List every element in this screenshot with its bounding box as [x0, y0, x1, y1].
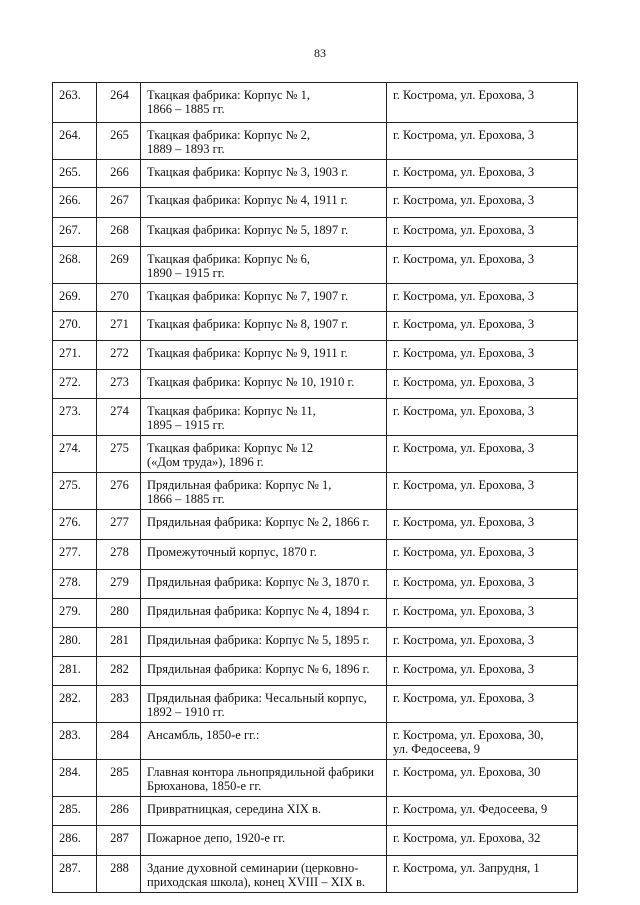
object-name-cell: Главная контора льнопрядильной фабрики Брюханова, 1850-е гг.: [141, 760, 387, 797]
row-number-cell: 263.: [53, 83, 97, 123]
address-cell: г. Кострома, ул. Федосеева, 9: [387, 797, 578, 826]
address-cell: г. Кострома, ул. Ерохова, 3: [387, 370, 578, 399]
row-number-cell: 267.: [53, 218, 97, 247]
row-number-cell: 273.: [53, 399, 97, 436]
row-number-cell: 269.: [53, 284, 97, 312]
address-cell: г. Кострома, ул. Ерохова, 3: [387, 312, 578, 341]
table-row: [53, 510, 578, 540]
register-number-cell: 278: [97, 540, 141, 570]
object-name-cell: Ансамбль, 1850-е гг.:: [141, 723, 387, 760]
row-number-cell: 287.: [53, 856, 97, 893]
table-row: [53, 628, 578, 657]
table-row: [53, 473, 578, 510]
address-cell: г. Кострома, ул. Запрудня, 1: [387, 856, 578, 893]
register-number-cell: 277: [97, 510, 141, 540]
row-number-cell: 284.: [53, 760, 97, 797]
row-number-cell: 283.: [53, 723, 97, 760]
row-number-cell: 272.: [53, 370, 97, 399]
address-cell: г. Кострома, ул. Ерохова, 3: [387, 473, 578, 510]
monuments-table-body: [53, 83, 578, 893]
register-number-cell: 265: [97, 123, 141, 160]
table-row: [53, 657, 578, 686]
object-name-cell: Прядильная фабрика: Корпус № 6, 1896 г.: [141, 657, 387, 686]
register-number-cell: 272: [97, 341, 141, 370]
object-name-cell: Ткацкая фабрика: Корпус № 11, 1895 – 1915 гг.: [141, 399, 387, 436]
object-name-cell: Ткацкая фабрика: Корпус № 6, 1890 – 1915 гг.: [141, 247, 387, 284]
register-number-cell: 285: [97, 760, 141, 797]
table-row: [53, 599, 578, 628]
row-number-cell: 264.: [53, 123, 97, 160]
page-number: 83: [314, 46, 326, 60]
address-cell: г. Кострома, ул. Ерохова, 3: [387, 188, 578, 218]
address-cell: г. Кострома, ул. Ерохова, 3: [387, 686, 578, 723]
table-row: [53, 540, 578, 570]
row-number-cell: 270.: [53, 312, 97, 341]
object-name-cell: Прядильная фабрика: Корпус № 3, 1870 г.: [141, 570, 387, 599]
object-name-cell: Прядильная фабрика: Чесальный корпус, 1892 – 1910 гг.: [141, 686, 387, 723]
register-number-cell: 288: [97, 856, 141, 893]
object-name-cell: Ткацкая фабрика: Корпус № 10, 1910 г.: [141, 370, 387, 399]
address-cell: г. Кострома, ул. Ерохова, 32: [387, 826, 578, 856]
register-number-cell: 280: [97, 599, 141, 628]
object-name-cell: Ткацкая фабрика: Корпус № 12 («Дом труда»), 1896 г.: [141, 436, 387, 473]
register-number-cell: 279: [97, 570, 141, 599]
table-row: [53, 723, 578, 760]
row-number-cell: 277.: [53, 540, 97, 570]
register-number-cell: 286: [97, 797, 141, 826]
object-name-cell: Ткацкая фабрика: Корпус № 9, 1911 г.: [141, 341, 387, 370]
register-number-cell: 268: [97, 218, 141, 247]
register-number-cell: 264: [97, 83, 141, 123]
address-cell: г. Кострома, ул. Ерохова, 3: [387, 510, 578, 540]
object-name-cell: Привратницкая, середина XIX в.: [141, 797, 387, 826]
table-row: [53, 370, 578, 399]
table-row: [53, 686, 578, 723]
register-number-cell: 284: [97, 723, 141, 760]
object-name-cell: Прядильная фабрика: Корпус № 1, 1866 – 1885 гг.: [141, 473, 387, 510]
register-number-cell: 270: [97, 284, 141, 312]
object-name-cell: Прядильная фабрика: Корпус № 4, 1894 г.: [141, 599, 387, 628]
address-cell: г. Кострома, ул. Ерохова, 30, ул. Федосеева, 9: [387, 723, 578, 760]
address-cell: г. Кострома, ул. Ерохова, 3: [387, 341, 578, 370]
table-row: [53, 247, 578, 284]
address-cell: г. Кострома, ул. Ерохова, 3: [387, 247, 578, 284]
address-cell: г. Кострома, ул. Ерохова, 3: [387, 540, 578, 570]
row-number-cell: 286.: [53, 826, 97, 856]
address-cell: г. Кострома, ул. Ерохова, 3: [387, 160, 578, 188]
object-name-cell: Прядильная фабрика: Корпус № 5, 1895 г.: [141, 628, 387, 657]
object-name-cell: Ткацкая фабрика: Корпус № 5, 1897 г.: [141, 218, 387, 247]
address-cell: г. Кострома, ул. Ерохова, 3: [387, 570, 578, 599]
register-number-cell: 266: [97, 160, 141, 188]
object-name-cell: Прядильная фабрика: Корпус № 2, 1866 г.: [141, 510, 387, 540]
object-name-cell: Пожарное депо, 1920-е гг.: [141, 826, 387, 856]
address-cell: г. Кострома, ул. Ерохова, 3: [387, 218, 578, 247]
row-number-cell: 266.: [53, 188, 97, 218]
object-name-cell: Ткацкая фабрика: Корпус № 4, 1911 г.: [141, 188, 387, 218]
object-name-cell: Ткацкая фабрика: Корпус № 1, 1866 – 1885 гг.: [141, 83, 387, 123]
address-cell: г. Кострома, ул. Ерохова, 3: [387, 657, 578, 686]
register-number-cell: 271: [97, 312, 141, 341]
register-number-cell: 283: [97, 686, 141, 723]
row-number-cell: 279.: [53, 599, 97, 628]
table-row: [53, 341, 578, 370]
table-row: [53, 826, 578, 856]
register-number-cell: 276: [97, 473, 141, 510]
row-number-cell: 271.: [53, 341, 97, 370]
register-number-cell: 282: [97, 657, 141, 686]
table-row: [53, 188, 578, 218]
row-number-cell: 265.: [53, 160, 97, 188]
address-cell: г. Кострома, ул. Ерохова, 3: [387, 436, 578, 473]
row-number-cell: 275.: [53, 473, 97, 510]
table-row: [53, 399, 578, 436]
object-name-cell: Промежуточный корпус, 1870 г.: [141, 540, 387, 570]
row-number-cell: 280.: [53, 628, 97, 657]
table-row: [53, 436, 578, 473]
address-cell: г. Кострома, ул. Ерохова, 3: [387, 284, 578, 312]
row-number-cell: 268.: [53, 247, 97, 284]
object-name-cell: Ткацкая фабрика: Корпус № 3, 1903 г.: [141, 160, 387, 188]
object-name-cell: Ткацкая фабрика: Корпус № 8, 1907 г.: [141, 312, 387, 341]
address-cell: г. Кострома, ул. Ерохова, 30: [387, 760, 578, 797]
register-number-cell: 274: [97, 399, 141, 436]
register-number-cell: 267: [97, 188, 141, 218]
register-number-cell: 273: [97, 370, 141, 399]
row-number-cell: 278.: [53, 570, 97, 599]
address-cell: г. Кострома, ул. Ерохова, 3: [387, 399, 578, 436]
address-cell: г. Кострома, ул. Ерохова, 3: [387, 83, 578, 123]
row-number-cell: 276.: [53, 510, 97, 540]
register-number-cell: 269: [97, 247, 141, 284]
table-row: [53, 218, 578, 247]
object-name-cell: Здание духовной семинарии (церковно- приходская школа), конец XVIII – XIX в.: [141, 856, 387, 893]
address-cell: г. Кострома, ул. Ерохова, 3: [387, 628, 578, 657]
table-row: [53, 160, 578, 188]
object-name-cell: Ткацкая фабрика: Корпус № 2, 1889 – 1893 гг.: [141, 123, 387, 160]
monuments-table: [52, 82, 578, 893]
table-row: [53, 83, 578, 123]
address-cell: г. Кострома, ул. Ерохова, 3: [387, 123, 578, 160]
register-number-cell: 281: [97, 628, 141, 657]
register-number-cell: 287: [97, 826, 141, 856]
row-number-cell: 274.: [53, 436, 97, 473]
address-cell: г. Кострома, ул. Ерохова, 3: [387, 599, 578, 628]
table-row: [53, 570, 578, 599]
row-number-cell: 282.: [53, 686, 97, 723]
table-row: [53, 797, 578, 826]
row-number-cell: 281.: [53, 657, 97, 686]
table-row: [53, 123, 578, 160]
table-row: [53, 760, 578, 797]
table-row: [53, 312, 578, 341]
register-number-cell: 275: [97, 436, 141, 473]
object-name-cell: Ткацкая фабрика: Корпус № 7, 1907 г.: [141, 284, 387, 312]
table-row: [53, 856, 578, 893]
row-number-cell: 285.: [53, 797, 97, 826]
table-row: [53, 284, 578, 312]
